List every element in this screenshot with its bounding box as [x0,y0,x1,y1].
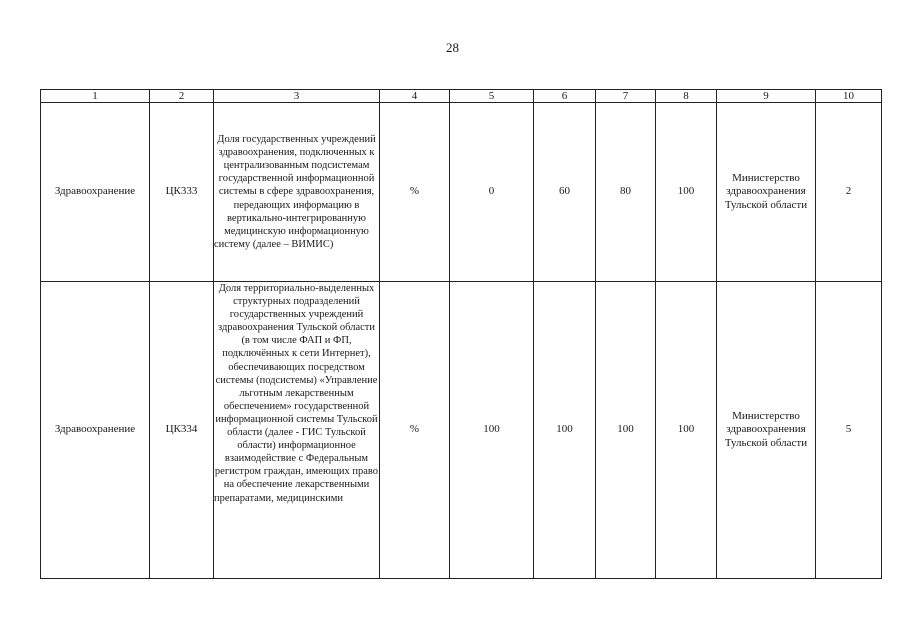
responsible-cell: Министерство здравоохранения Тульской области [717,282,816,579]
column-header: 8 [656,90,717,103]
column-header: 9 [717,90,816,103]
value-cell: 100 [596,282,656,579]
description-cell: Доля государственных учреждений здравоохранения, подключенных к централизованным подсистемам государственной информационной системы в сфере здравоохранения, передающих информацию в вертикально-интегрированную медицинскую информационную систему (далее – ВИМИС) [214,103,380,282]
value-cell: 0 [450,103,534,282]
column-header: 2 [150,90,214,103]
page-number: 28 [446,40,459,55]
value-cell: 5 [816,282,882,579]
table-header-row [41,90,882,103]
value-cell: 100 [450,282,534,579]
description-cell [214,282,380,579]
column-header: 1 [41,90,150,103]
column-header: 10 [816,90,882,103]
column-header: 4 [380,90,450,103]
code-cell: ЦК334 [150,282,214,579]
column-header: 5 [450,90,534,103]
value-cell: 100 [534,282,596,579]
value-cell: 80 [596,103,656,282]
value-cell: 100 [656,103,717,282]
column-header: 7 [596,90,656,103]
responsible-cell: Министерство здравоохранения Тульской области [717,103,816,282]
code-cell: ЦК333 [150,103,214,282]
sphere-cell: Здравоохранение [41,103,150,282]
sphere-cell: Здравоохранение [41,282,150,579]
unit-cell: % [380,282,450,579]
table-row [41,103,882,282]
column-header: 6 [534,90,596,103]
value-cell: 60 [534,103,596,282]
value-cell: 2 [816,103,882,282]
value-cell: 100 [656,282,717,579]
table-row [41,282,882,579]
indicators-table [40,89,882,579]
description-text: Доля территориально-выделенных структурных подразделений государственных учреждений здравоохранения Тульской области (в том числе ФАП и ФП, подключённых к сети Интернет), обеспечивающих посредством системы (подсистемы) «Управление льготным лекарственным обеспечением» государственной информационной системы Тульской области (далее - ГИС Тульской области) информационное взаимодействие с Федеральным регистром граждан, имеющих право на обеспечение лекарственными препаратами, медицинскими [214,283,379,504]
unit-cell: % [380,103,450,282]
column-header: 3 [214,90,380,103]
